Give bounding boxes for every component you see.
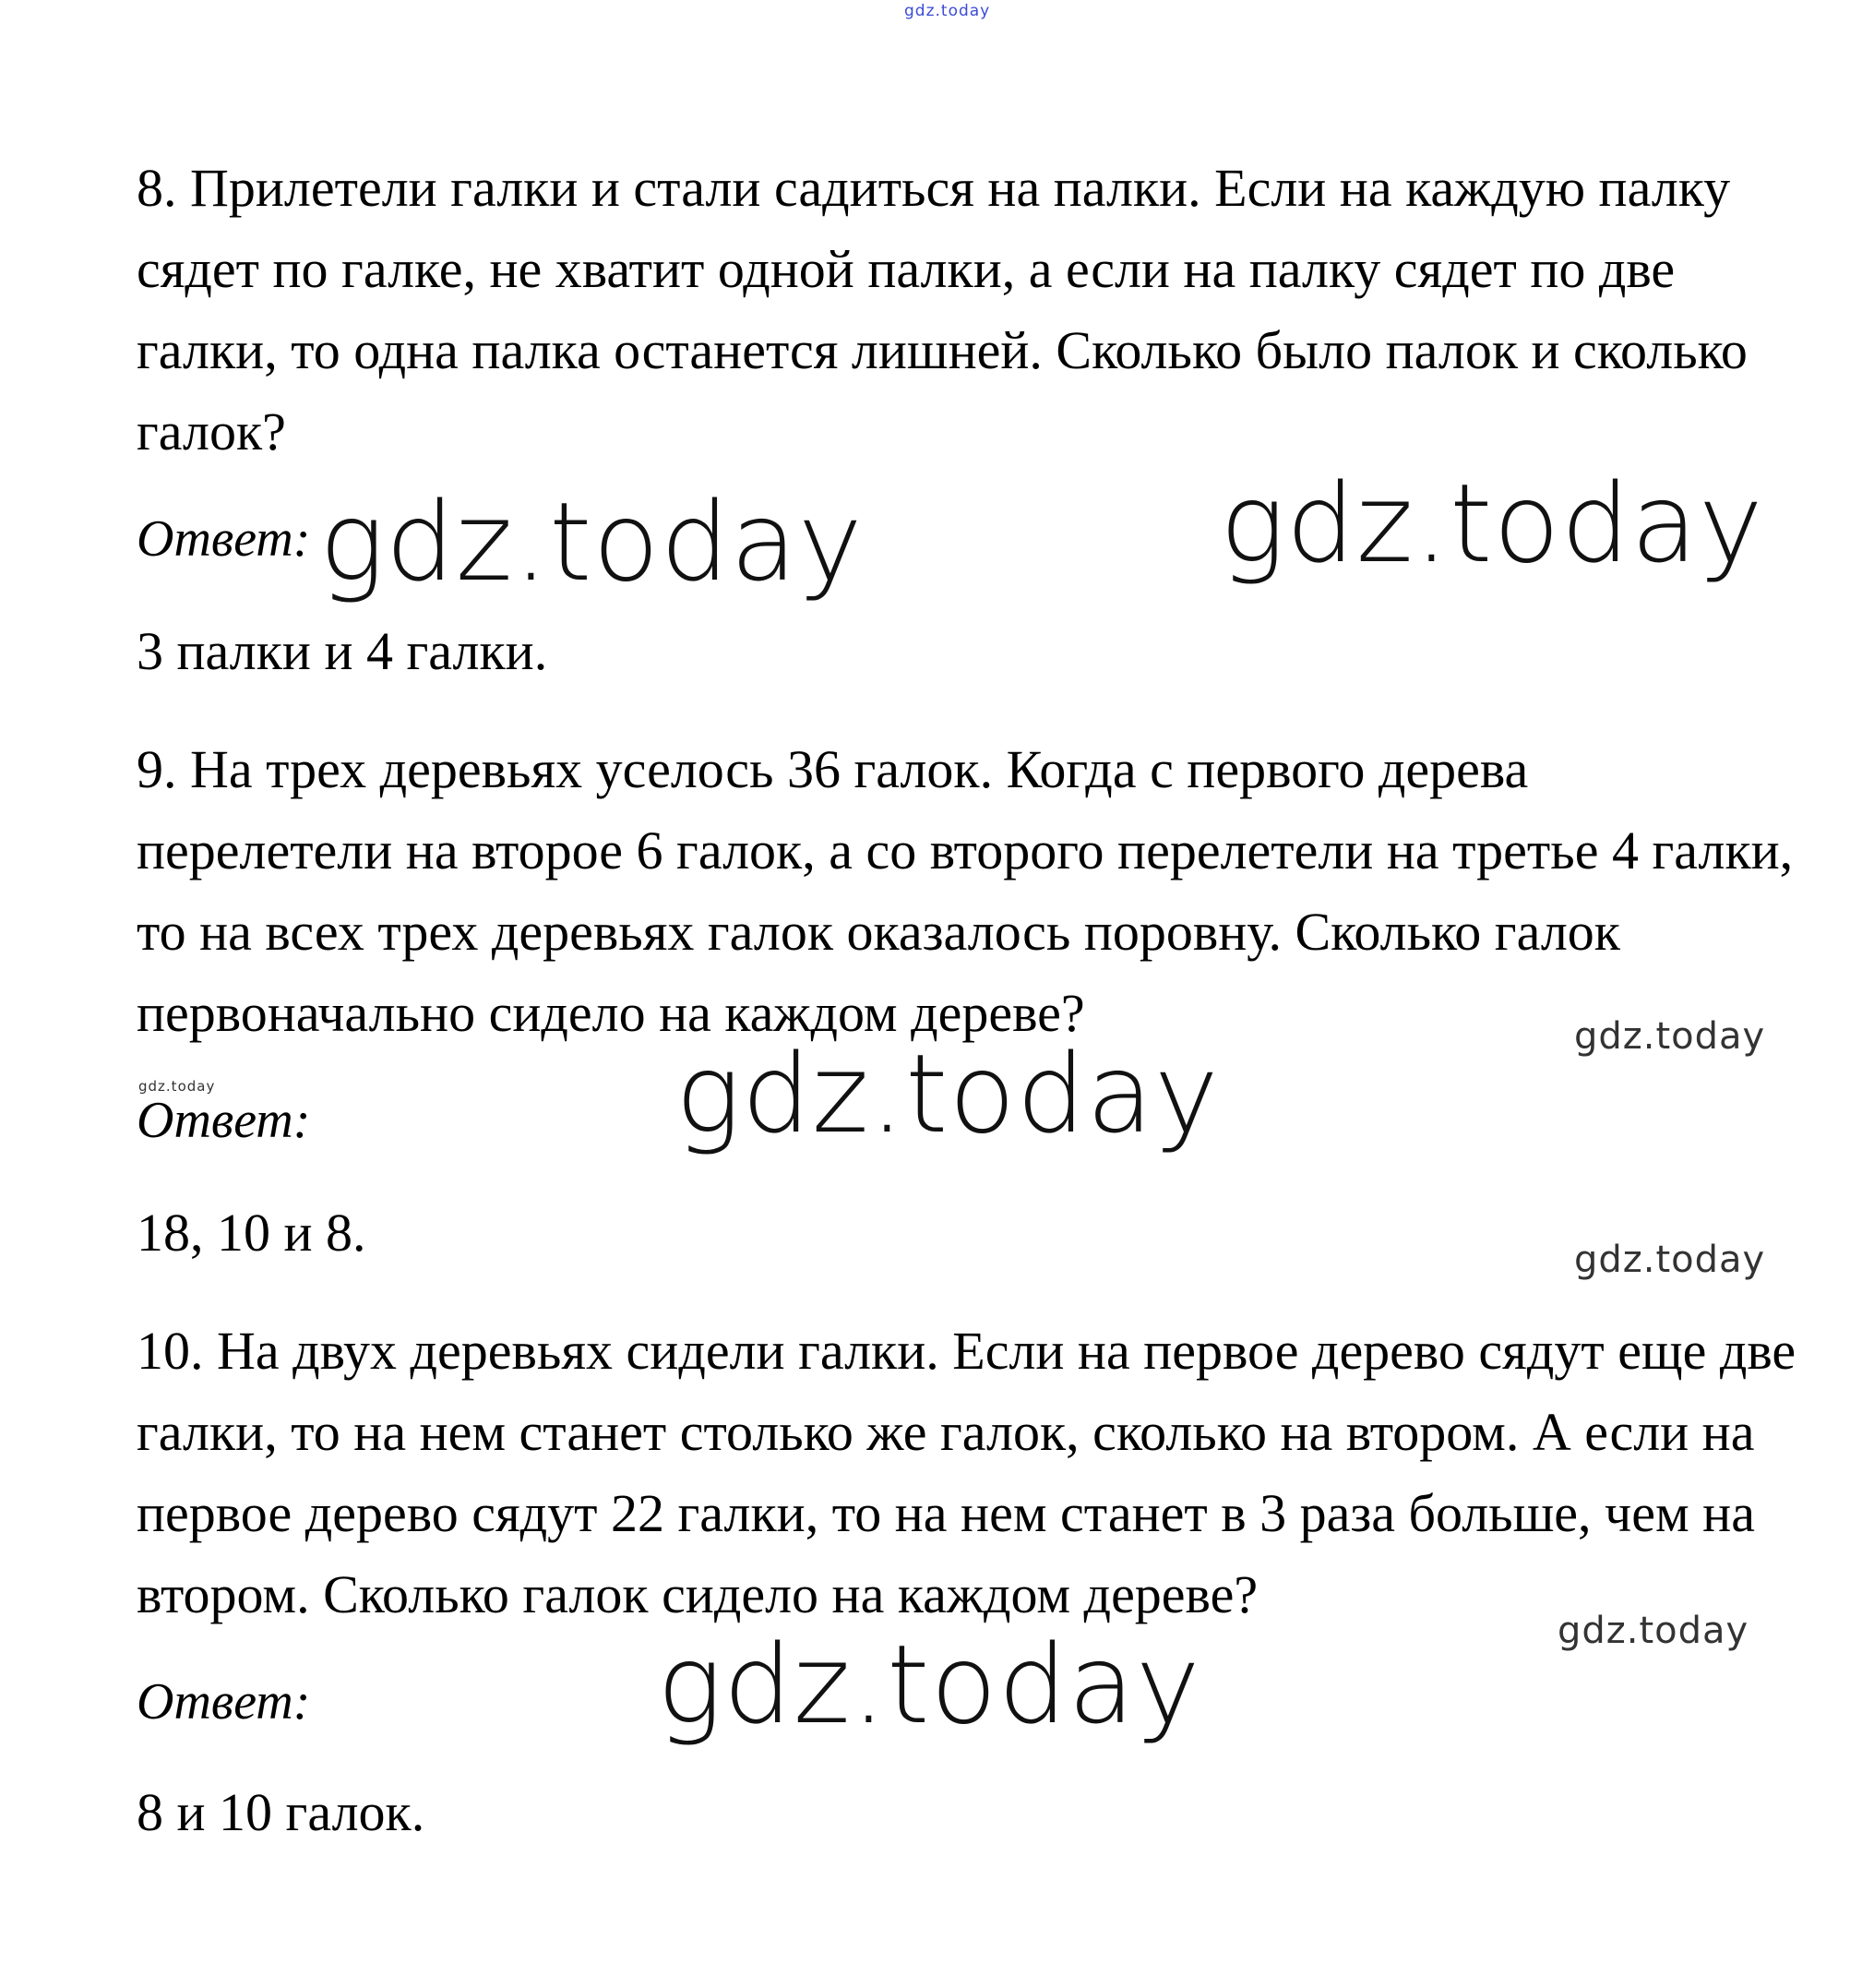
problem-9-answer: 18, 10 и 8. (137, 1203, 366, 1263)
watermark: gdz.today (657, 1621, 1201, 1748)
watermark: gdz.today (138, 1078, 216, 1095)
watermark: gdz.today (1574, 1015, 1766, 1058)
problem-8-answer-label: Ответ: (137, 510, 311, 568)
watermark: gdz.today (675, 1030, 1220, 1157)
problem-10-text: 10. На двух деревьях сидели галки. Если на первое дерево сядут еще две галки, то на нем станет столько же галок, сколько на втором. А если на первое дерево сядут 22 галки, то на нем станет в 3 раза больше, чем на втором. Сколько галок сидело на каждом дереве? (137, 1321, 1796, 1624)
problem-9-text: 9. На трех деревьях уселось 36 галок. Когда с первого дерева перелетели на второе 6 галок, а со второго перелетели на третье 4 галки, то на всех трех деревьях галок оказалось поровну. Сколько галок первоначально сидело на каждом дереве? (137, 739, 1794, 1043)
problem-10-answer-label: Ответ: (137, 1673, 311, 1731)
problem-9-answer-label: Ответ: (137, 1092, 311, 1149)
watermark: gdz.today (1574, 1239, 1766, 1281)
watermark: gdz.today (319, 478, 864, 605)
watermark: gdz.today (1220, 460, 1764, 587)
problem-10-answer: 8 и 10 галок. (137, 1782, 425, 1842)
problem-8-answer: 3 палки и 4 галки. (137, 621, 548, 681)
problem-8-text: 8. Прилетели галки и стали садиться на палки. Если на каждую палку сядет по галке, не хватит одной палки, а если на палку сядет по две галки, то одна палка останется лишней. Сколько было палок и сколько галок? (137, 158, 1748, 461)
watermark: gdz.today (1558, 1610, 1749, 1652)
watermark-top: gdz.today (904, 2, 991, 20)
